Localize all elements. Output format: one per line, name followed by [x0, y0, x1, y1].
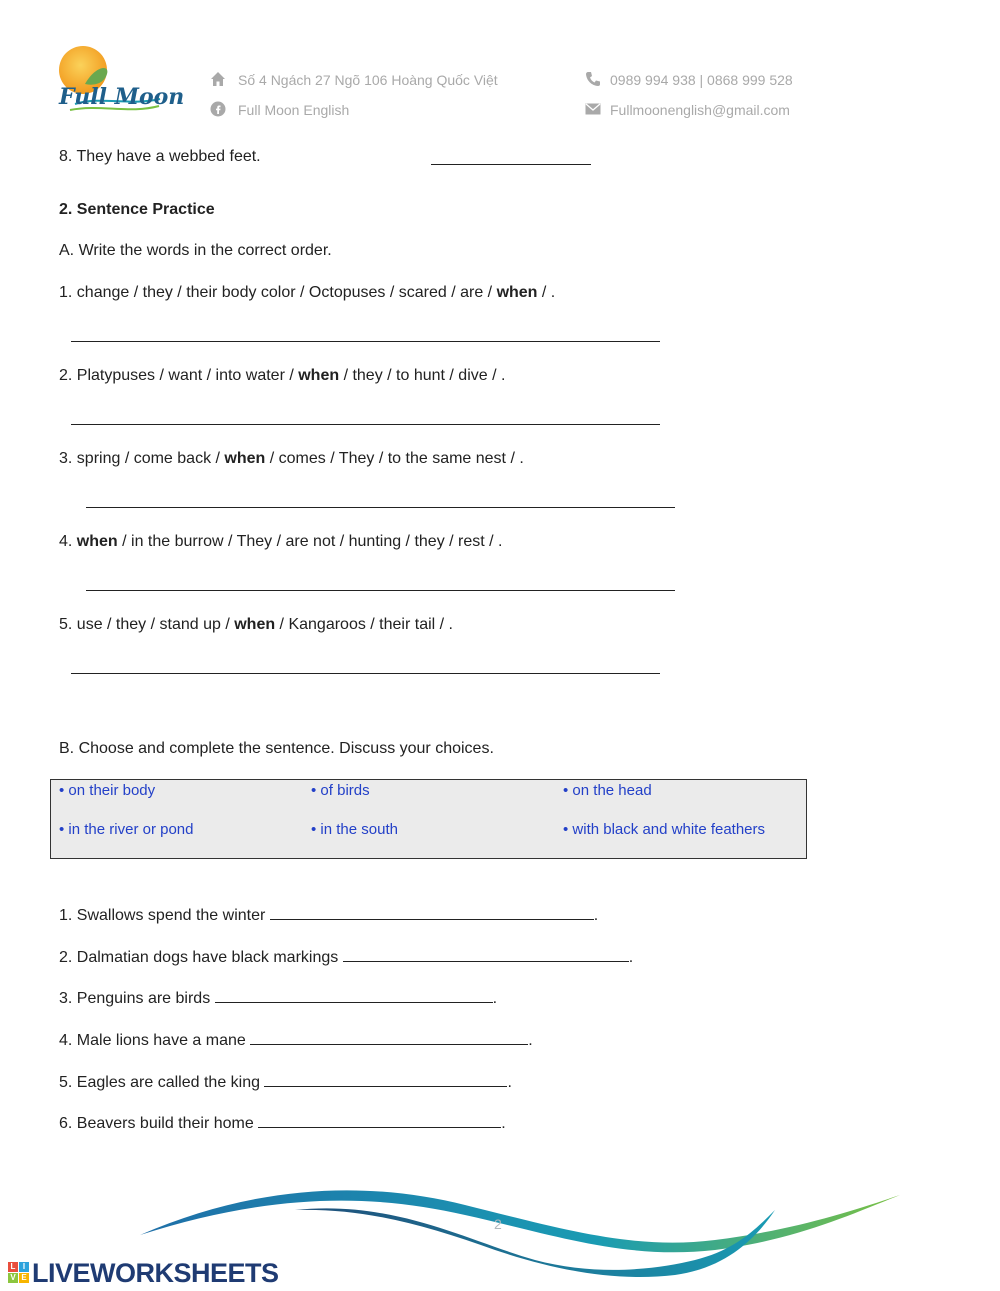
complete-text: 6. Beavers build their home — [59, 1115, 259, 1132]
keyword-when: when — [76, 533, 118, 550]
option-in-the-river: • in the river or pond — [59, 821, 194, 838]
answer-line-5[interactable] — [71, 673, 660, 674]
option-on-their-body: • on their body — [59, 782, 156, 799]
answer-blank-8[interactable] — [431, 164, 591, 165]
option-black-white-feathers: • with black and white feathers — [563, 821, 766, 838]
option-on-the-head: • on the head — [563, 782, 652, 799]
liveworksheets-brand[interactable]: LIVEWORKSHEETS — [32, 1258, 279, 1288]
keyword-when: when — [298, 367, 340, 384]
scramble-text: / . — [537, 284, 556, 301]
section-title: 2. Sentence Practice — [59, 201, 215, 218]
part-a-instruction: A. Write the words in the correct order. — [59, 242, 332, 259]
complete-item-4 — [59, 1028, 533, 1050]
scramble-text: / in the burrow / They / are not / hunting / they / rest / . — [117, 533, 503, 550]
scramble-item-4 — [59, 533, 502, 551]
scramble-text: / they / to hunt / dive / . — [339, 367, 506, 384]
end-period: . — [628, 949, 634, 966]
logo-text: Full Moon — [59, 84, 185, 110]
complete-item-6 — [59, 1111, 506, 1133]
answer-line-3[interactable] — [86, 507, 675, 508]
home-icon — [210, 71, 226, 92]
email-text: Fullmoonenglish@gmail.com — [610, 102, 790, 118]
scramble-text: 3. spring / come back / — [59, 450, 225, 467]
end-period: . — [492, 990, 498, 1007]
scramble-text: 2. Platypuses / want / into water / — [59, 367, 299, 384]
answer-blank[interactable] — [264, 1070, 507, 1087]
facebook-text: Full Moon English — [238, 102, 350, 118]
complete-text: 2. Dalmatian dogs have black markings — [59, 949, 343, 966]
scramble-item-5 — [59, 616, 453, 634]
answer-blank[interactable] — [215, 986, 493, 1003]
address-text: Số 4 Ngách 27 Ngõ 106 Hoàng Quốc Việt — [238, 72, 498, 88]
option-of-birds: • of birds — [311, 782, 370, 799]
scramble-text: / comes / They / to the same nest / . — [265, 450, 524, 467]
complete-text: 3. Penguins are birds — [59, 990, 215, 1007]
complete-item-1 — [59, 903, 598, 925]
answer-blank[interactable] — [250, 1028, 528, 1045]
full-moon-logo — [55, 44, 185, 122]
complete-item-3 — [59, 986, 497, 1008]
facebook-icon — [210, 101, 226, 122]
phone-text: 0989 994 938 | 0868 999 528 — [610, 72, 793, 88]
scramble-item-2 — [59, 367, 505, 385]
badge-letter: L — [8, 1262, 18, 1272]
part-b-instruction: B. Choose and complete the sentence. Discuss your choices. — [59, 740, 494, 757]
badge-letter: E — [19, 1273, 29, 1283]
phone-icon — [585, 71, 601, 92]
sun-logo-icon — [55, 44, 165, 122]
word-bank-box — [50, 779, 807, 859]
end-period: . — [528, 1032, 533, 1049]
complete-item-2 — [59, 945, 633, 967]
keyword-when: when — [496, 284, 538, 301]
previous-item-8: 8. They have a webbed feet. — [59, 148, 261, 165]
complete-text: 5. Eagles are called the king — [59, 1074, 265, 1091]
complete-item-5 — [59, 1070, 512, 1092]
scramble-text: 1. change / they / their body color / Octopuses / scared / are / — [59, 284, 497, 301]
page-number: 2 — [494, 1216, 502, 1232]
scramble-item-1 — [59, 284, 555, 302]
keyword-when: when — [234, 616, 276, 633]
answer-line-2[interactable] — [71, 424, 660, 425]
scramble-text: 4. — [59, 533, 77, 550]
option-in-the-south: • in the south — [311, 821, 398, 838]
end-period: . — [507, 1074, 512, 1091]
liveworksheets-badge — [8, 1262, 30, 1284]
scramble-text: / Kangaroos / their tail / . — [275, 616, 453, 633]
keyword-when: when — [224, 450, 266, 467]
scramble-item-3 — [59, 450, 524, 468]
email-icon — [585, 102, 601, 121]
end-period: . — [593, 907, 599, 924]
answer-blank[interactable] — [258, 1111, 501, 1128]
badge-letter: V — [8, 1273, 18, 1283]
complete-text: 1. Swallows spend the winter — [59, 907, 270, 924]
answer-line-4[interactable] — [86, 590, 675, 591]
complete-text: 4. Male lions have a mane — [59, 1032, 251, 1049]
scramble-text: 5. use / they / stand up / — [59, 616, 235, 633]
answer-blank[interactable] — [270, 903, 594, 920]
end-period: . — [501, 1115, 506, 1132]
badge-letter: I — [19, 1262, 29, 1272]
answer-line-1[interactable] — [71, 341, 660, 342]
answer-blank[interactable] — [343, 945, 629, 962]
